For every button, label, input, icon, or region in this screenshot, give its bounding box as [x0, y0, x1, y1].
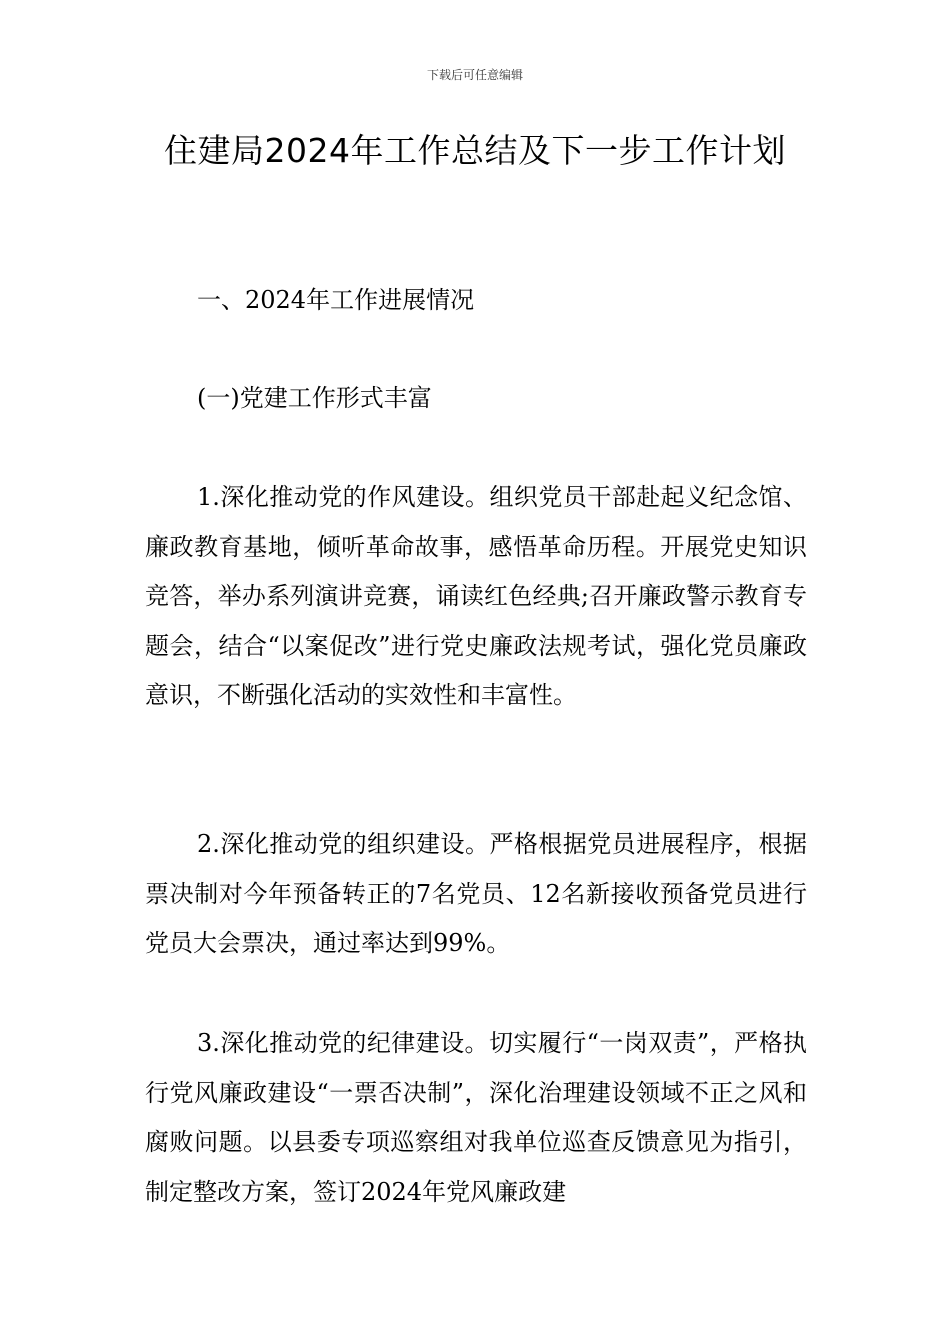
header-note: 下载后可任意编辑 [426, 68, 523, 82]
paragraph-2: 2.深化推动党的组织建设。严格根据党员进展程序，根据票决制对今年预备转正的7名党员、12名新接收预备党员进行党员大会票决，通过率达到99%。 [145, 830, 807, 957]
paragraph-1: 1.深化推动党的作风建设。组织党员干部赴起义纪念馆、廉政教育基地，倾听革命故事，感悟革命历程。开展党史知识竞答，举办系列演讲竞赛，诵读红色经典;召开廉政警示教育专题会，结合“以案促改”进行党史廉政法规考试，强化党员廉政意识，不断强化活动的实效性和丰富性。 [145, 483, 807, 709]
document-title: 住建局2024年工作总结及下一步工作计划 [164, 131, 786, 170]
paragraph-3: 3.深化推动党的纪律建设。切实履行“一岗双责”，严格执行党风廉政建设“一票否决制”，深化治理建设领域不正之风和腐败问题。以县委专项巡察组对我单位巡查反馈意见为指引，制定整改方案，签订2024年党风廉政建 [145, 1029, 807, 1206]
section-heading: 一、2024年工作进展情况 [197, 286, 475, 314]
subsection-heading: (一)党建工作形式丰富 [197, 384, 432, 412]
